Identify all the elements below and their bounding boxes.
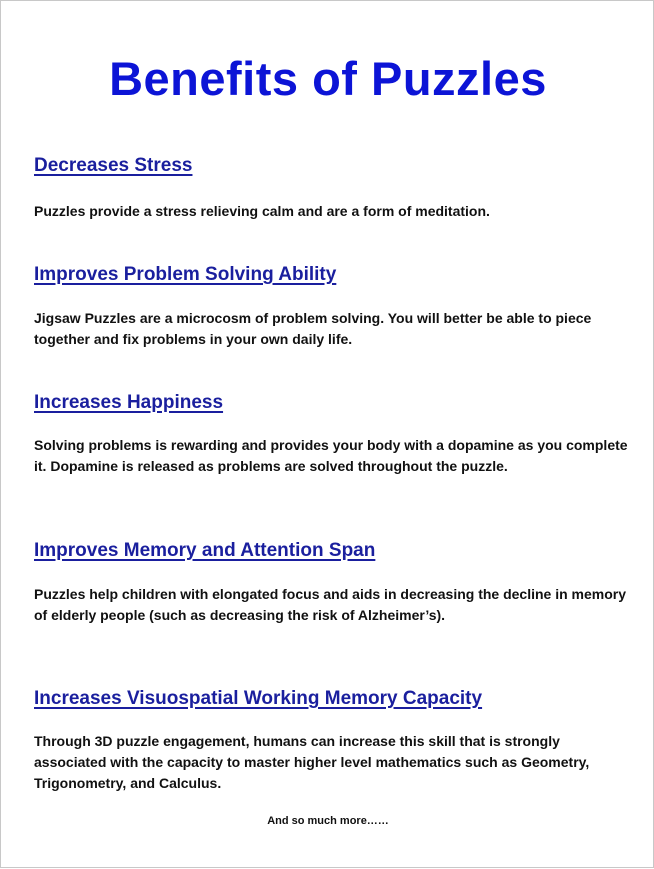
section-text: Jigsaw Puzzles are a microcosm of problem solving. You will better be able to piece together and fix problems in your own daily life. <box>34 310 592 347</box>
section-text: Solving problems is rewarding and provides your body with a dopamine as you complete it. Dopamine is released as problems are solved throughout the puzzle. <box>34 437 628 474</box>
section-text: Puzzles provide a stress relieving calm and are a form of meditation. <box>34 203 490 219</box>
section-memory-attention <box>34 539 634 626</box>
section-heading: Increases Visuospatial Working Memory Capacity <box>34 688 483 709</box>
section-problem-solving <box>34 263 634 350</box>
page-title: Benefits of Puzzles <box>109 52 547 105</box>
closing-note: And so much more…… <box>267 815 389 827</box>
section-decreases-stress <box>34 154 634 222</box>
section-happiness <box>34 391 634 477</box>
section-visuospatial <box>34 687 634 794</box>
section-heading: Improves Memory and Attention Span <box>34 540 376 561</box>
section-text: Puzzles help children with elongated focus and aids in decreasing the decline in memory of elderly people (such as decreasing the risk of Alzheimer’s). <box>34 586 627 623</box>
section-heading: Increases Happiness <box>34 392 224 413</box>
section-heading: Decreases Stress <box>34 155 193 176</box>
section-text: Through 3D puzzle engagement, humans can increase this skill that is strongly associated with the capacity to master higher level mathematics such as Geometry, Trigonometry, and Calculus. <box>34 733 590 791</box>
section-heading: Improves Problem Solving Ability <box>34 264 337 285</box>
